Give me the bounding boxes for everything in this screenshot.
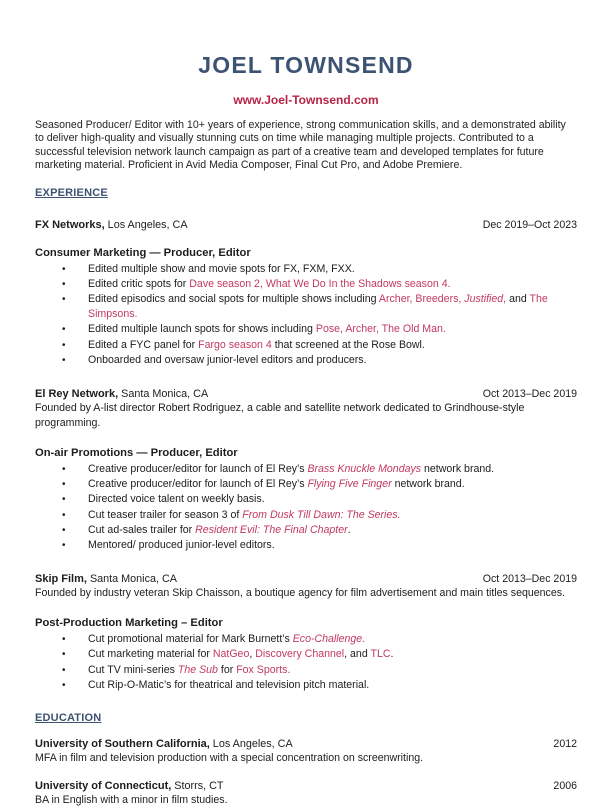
highlighted-title: Fox Sports. [236, 663, 291, 676]
education-header [35, 780, 577, 792]
education-entry [35, 780, 577, 808]
bullet-item [35, 477, 577, 492]
bullet-item [35, 523, 577, 538]
company-city: Santa Monica, CA [86, 573, 177, 586]
bullet-item [35, 647, 577, 662]
bullet-text: Edited multiple launch spots for shows including [88, 323, 316, 336]
highlighted-title: , [503, 293, 510, 306]
bullet-text: Onboarded and oversaw junior-level editors and producers. [88, 353, 367, 366]
bullet-text: Edited episodics and social spots for multiple shows including [88, 293, 379, 306]
bullet-text: Cut TV mini-series [88, 663, 178, 676]
education-heading: EDUCATION [35, 712, 102, 725]
bullet-list [35, 462, 577, 553]
experience-heading: EXPERIENCE [35, 186, 108, 199]
bullet-item [35, 292, 577, 322]
company-location [35, 573, 177, 585]
page-title: JOEL TOWNSEND [198, 52, 414, 78]
highlighted-title: Resident Evil: The Final Chapter [195, 523, 348, 536]
bullet-item [35, 538, 577, 553]
job-header [35, 573, 577, 585]
company-city: Los Angeles, CA [104, 218, 188, 231]
bullet-item [35, 492, 577, 507]
bullet-text: Cut marketing material for [88, 648, 213, 661]
company-name: FX Networks, [35, 218, 105, 231]
company-location [35, 219, 188, 231]
bullet-text: Edited multiple show and movie spots for FX, FXM, FXX. [88, 262, 355, 275]
bullet-text: Mentored/ produced junior-level editors. [88, 539, 275, 552]
bullet-list [35, 632, 577, 693]
school-city: Storrs, CT [171, 780, 224, 793]
education-entry [35, 738, 577, 766]
education-header [35, 738, 577, 750]
bullet-text: Edited critic spots for [88, 277, 190, 290]
bullet-list [35, 262, 577, 368]
school-location [35, 780, 223, 792]
job-entry [35, 573, 577, 693]
highlighted-title: Archer, Breeders, [378, 293, 465, 306]
job-entry [35, 388, 577, 553]
degree-description: BA in English with a minor in film studies. [35, 794, 228, 807]
highlighted-title: The Sub [177, 663, 218, 676]
job-dates: Oct 2013–Dec 2019 [482, 573, 577, 586]
bullet-text: network brand. [421, 463, 495, 476]
bullet-text: that screened at the Rose Bowl. [271, 338, 425, 351]
job-entry [35, 219, 577, 368]
bullet-text: , [249, 648, 256, 661]
experience-jobs [35, 219, 577, 693]
highlighted-title: Discovery Channel [255, 648, 345, 661]
bullet-text: for [217, 663, 237, 676]
job-role-title: On-air Promotions — Producer, Editor [35, 447, 238, 460]
bullet-item [35, 262, 577, 277]
bullet-text: Edited a FYC panel for [88, 338, 199, 351]
bullet-item [35, 663, 577, 678]
highlighted-title: Dave season 2, What We Do In the Shadows season 4. [189, 277, 451, 290]
bullet-text: . [390, 648, 394, 661]
bullet-text: network brand. [391, 478, 465, 491]
highlighted-title: Fargo season 4 [198, 338, 272, 351]
company-location [35, 388, 208, 400]
highlighted-title: Brass Knuckle Mondays [307, 463, 422, 476]
highlighted-title: NatGeo [212, 648, 250, 661]
graduation-year: 2012 [553, 738, 577, 751]
job-dates: Dec 2019–Oct 2023 [482, 218, 577, 231]
bullet-text: Creative producer/editor for launch of El Rey’s [88, 478, 308, 491]
bullet-text: Cut promotional material for Mark Burnett’s [88, 633, 293, 646]
job-header [35, 219, 577, 231]
bullet-item [35, 322, 577, 337]
highlighted-title: Justified [464, 293, 504, 306]
education-schools [35, 738, 577, 808]
highlighted-title: Pose, Archer, The Old Man. [315, 323, 446, 336]
school-name: University of Connecticut, [35, 780, 172, 793]
summary-paragraph: Seasoned Producer/ Editor with 10+ years of experience, strong communication skills, and a demonstrated ability to deliver high-quality and visually stunning cuts on time while managing multiple projects. Contributed to a successful television network launch campaign as part of a creative team and developed templates for future marketing material. Proficient in Avid Media Composer, Final Cut Pro, and Adobe Premiere. [35, 119, 566, 172]
degree-description: MFA in film and television production with a special concentration on screenwriting. [35, 752, 424, 765]
bullet-text: Cut ad-sales trailer for [88, 523, 196, 536]
school-city: Los Angeles, CA [209, 738, 293, 751]
bullet-item [35, 678, 577, 693]
highlighted-title: TLC [370, 648, 391, 661]
highlighted-title: Eco-Challenge. [292, 633, 366, 646]
bullet-text: Directed voice talent on weekly basis. [88, 493, 265, 506]
job-role-title: Consumer Marketing — Producer, Editor [35, 246, 251, 259]
highlighted-title: Flying Five Finger [307, 478, 392, 491]
bullet-text: . [347, 523, 351, 536]
school-name: University of Southern California, [35, 738, 210, 751]
school-location [35, 738, 293, 750]
bullet-text: Cut teaser trailer for season 3 of [88, 508, 243, 521]
bullet-item [35, 277, 577, 292]
bullet-text: Creative producer/editor for launch of El Rey’s [88, 463, 308, 476]
highlighted-title: The Simpsons. [88, 293, 548, 321]
bullet-text: Cut Rip-O-Matic’s for theatrical and television pitch material. [88, 678, 370, 691]
bullet-item [35, 338, 577, 353]
graduation-year: 2006 [553, 780, 577, 793]
job-role-title: Post-Production Marketing – Editor [35, 617, 223, 630]
company-name: El Rey Network, [35, 388, 119, 401]
bullet-item [35, 632, 577, 647]
job-header [35, 388, 577, 400]
bullet-item [35, 353, 577, 368]
bullet-item [35, 508, 577, 523]
job-dates: Oct 2013–Dec 2019 [482, 388, 577, 401]
bullet-text: , and [344, 648, 371, 661]
company-description: Founded by industry veteran Skip Chaisson, a boutique agency for film advertisement and main titles sequences. [35, 587, 565, 600]
website-link[interactable]: www.Joel-Townsend.com [233, 93, 379, 107]
company-description: Founded by A-list director Robert Rodriguez, a cable and satellite network dedicated to Grindhouse-style programming. [35, 402, 525, 430]
company-city: Santa Monica, CA [118, 388, 209, 401]
highlighted-title: From Dusk Till Dawn: The Series. [242, 508, 401, 521]
bullet-text: and [509, 293, 530, 306]
company-name: Skip Film, [35, 573, 87, 586]
bullet-item [35, 462, 577, 477]
